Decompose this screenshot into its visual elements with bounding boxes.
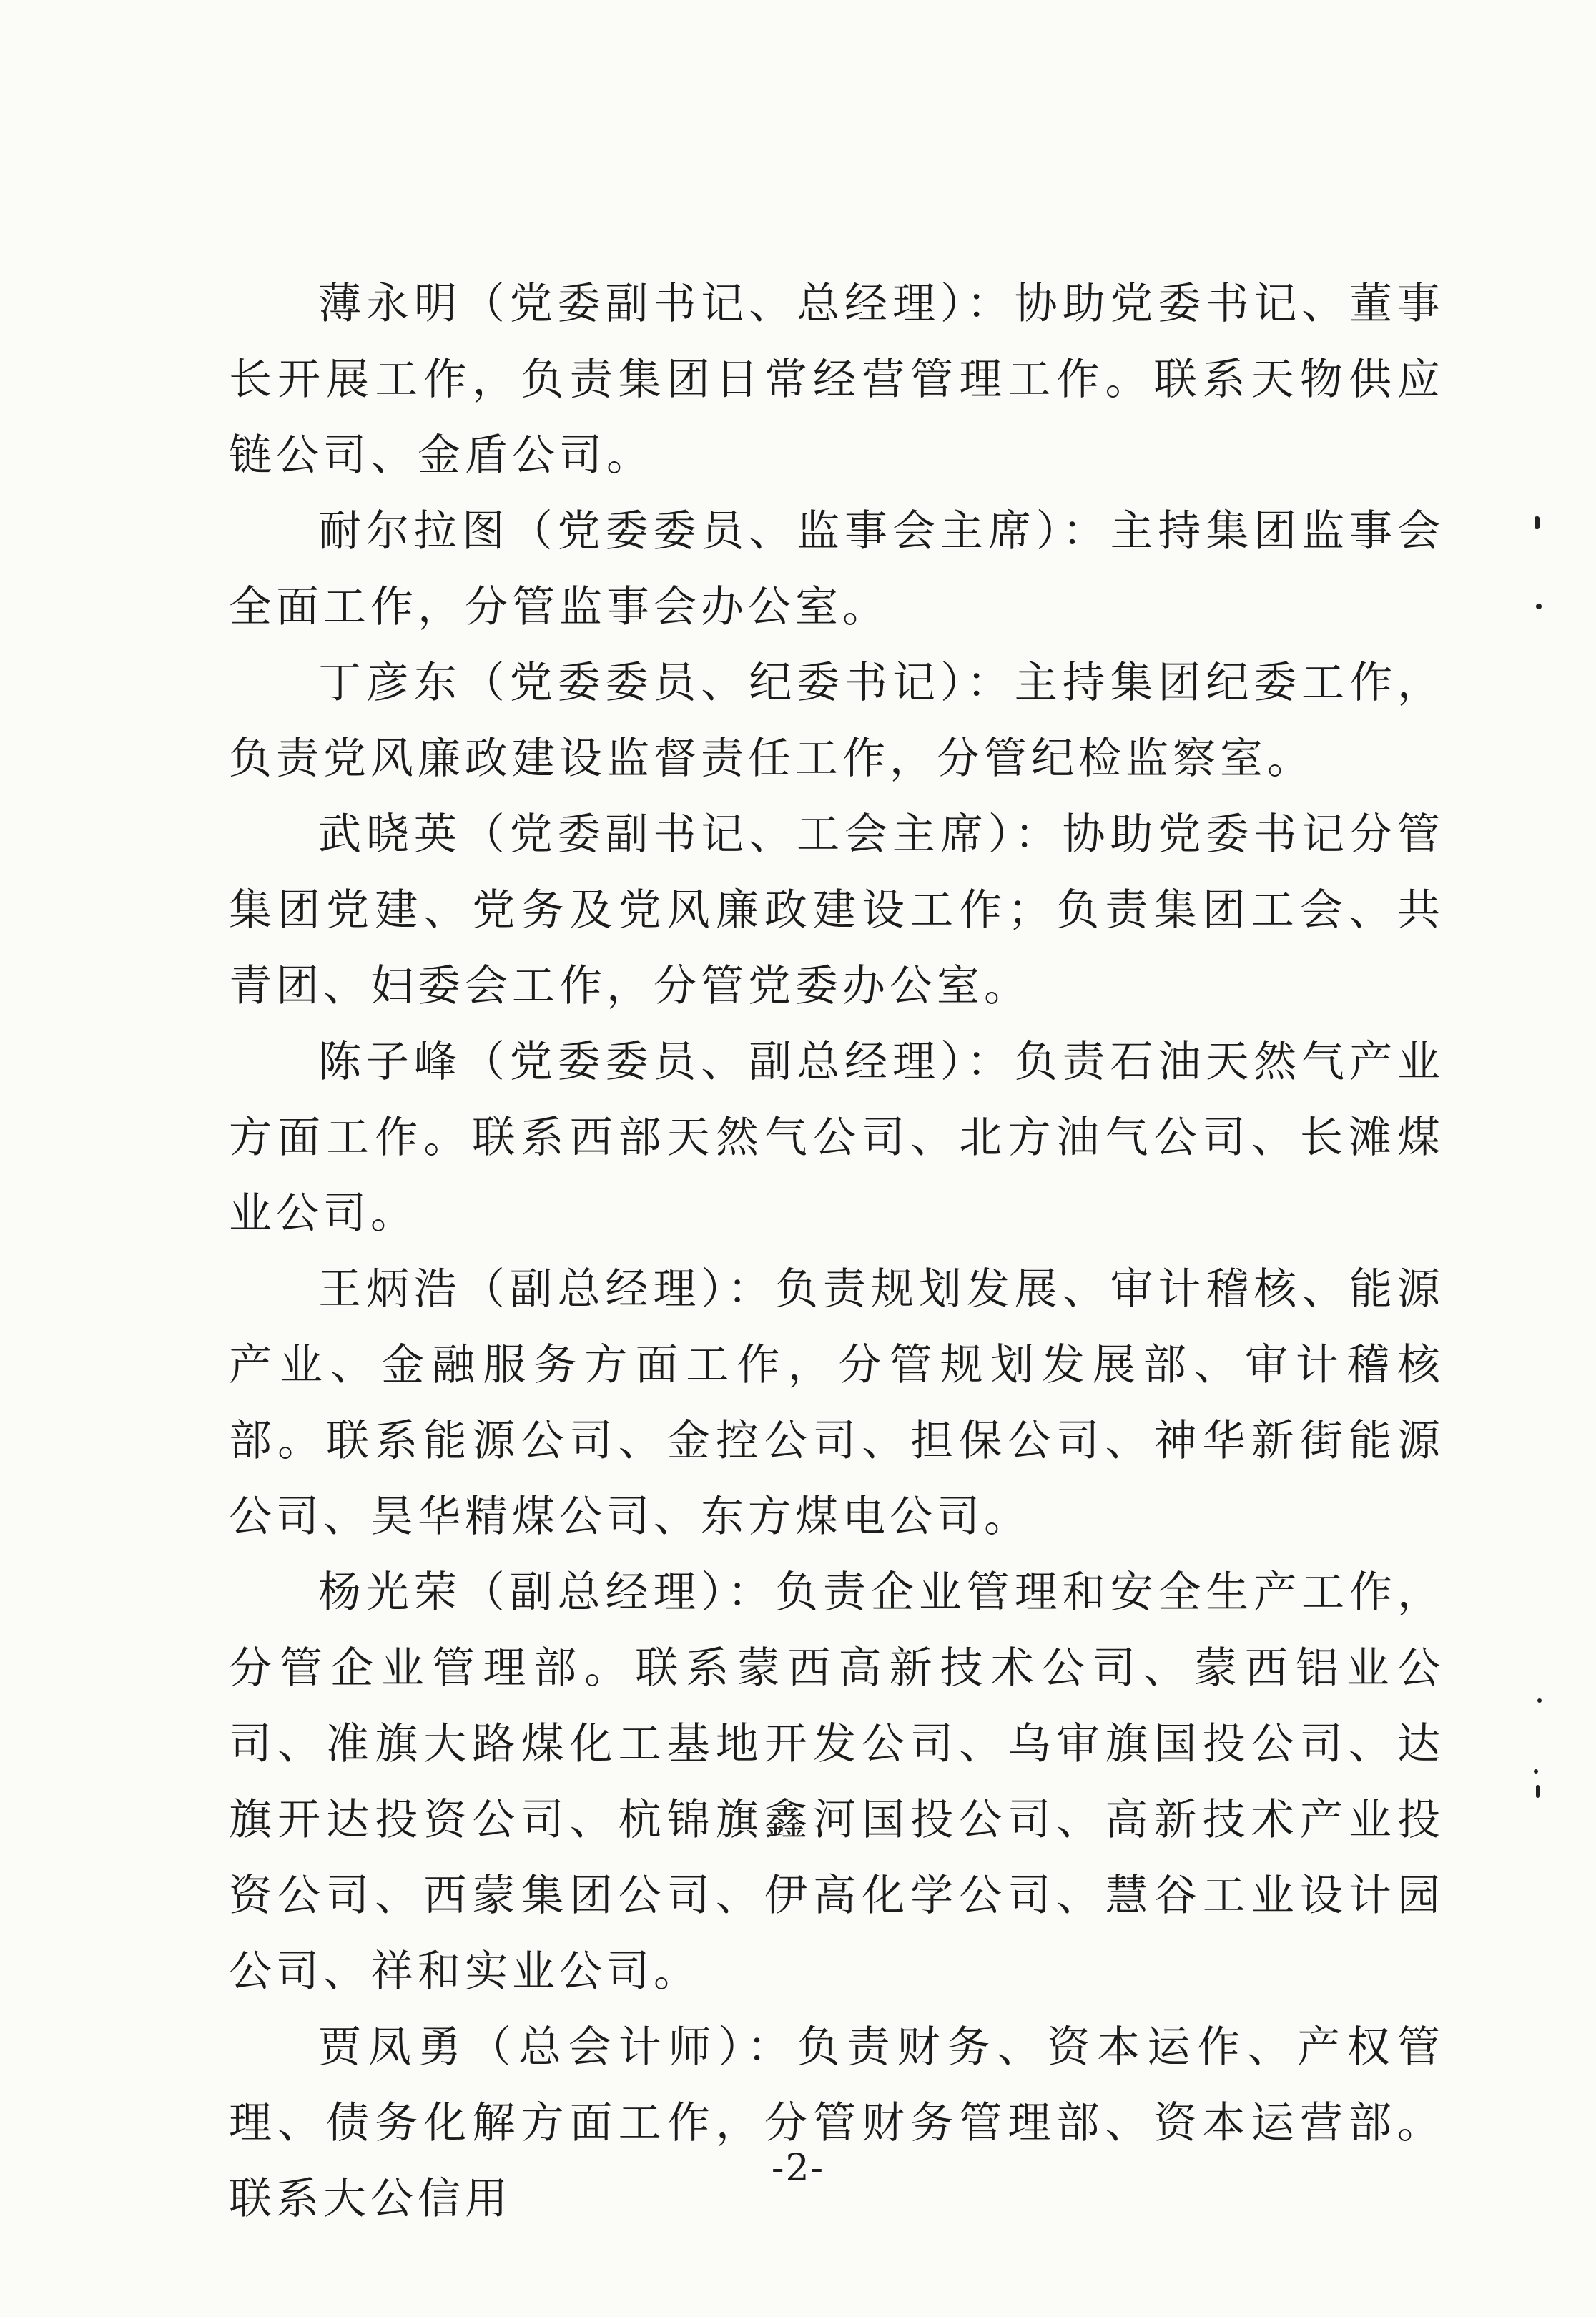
scan-artifact-mark xyxy=(1536,1785,1540,1798)
paragraph-chen-zifeng: 陈子峰（党委委员、副总经理）：负责石油天然气产业方面工作。联系西部天然气公司、北方油气公司、长滩煤业公司。 xyxy=(229,1037,1444,1239)
paragraph-jia-fengyong: 贾凤勇（总会计师）：负责财务、资本运作、产权管理、债务化解方面工作，分管财务管理部、资本运营部。联系大公信用 xyxy=(229,2022,1444,2224)
paragraph-bo-yongming: 薄永明（党委副书记、总经理）：协助党委书记、董事长开展工作，负责集团日常经营管理工作。联系天物供应链公司、金盾公司。 xyxy=(229,279,1444,481)
document-body xyxy=(229,266,1444,2237)
paragraph-wang-binghao: 王炳浩（副总经理）：负责规划发展、审计稽核、能源产业、金融服务方面工作，分管规划发展部、审计稽核部。联系能源公司、金控公司、担保公司、神华新街能源公司、昊华精煤公司、东方煤电公司。 xyxy=(229,1264,1444,1542)
scan-artifact-mark xyxy=(1535,516,1540,529)
scan-artifact-mark xyxy=(1536,604,1542,609)
paragraph-naier-latu: 耐尔拉图（党委委员、监事会主席）：主持集团监事会全面工作，分管监事会办公室。 xyxy=(229,506,1444,632)
scan-artifact-mark xyxy=(1534,1769,1538,1774)
paragraph-ding-yandong: 丁彦东（党委委员、纪委书记）：主持集团纪委工作，负责党风廉政建设监督责任工作，分管纪检监察室。 xyxy=(229,658,1444,784)
paragraph-yang-guangrong: 杨光荣（副总经理）：负责企业管理和安全生产工作，分管企业管理部。联系蒙西高新技术公司、蒙西铝业公司、准旗大路煤化工基地开发公司、乌审旗国投公司、达旗开达投资公司、杭锦旗鑫河国投公司、高新技术产业投资公司、西蒙集团公司、伊高化学公司、慧谷工业设计园公司、祥和实业公司。 xyxy=(229,1568,1444,1997)
paragraph-wu-xiaoying: 武晓英（党委副书记、工会主席）：协助党委书记分管集团党建、党务及党风廉政建设工作；负责集团工会、共青团、妇委会工作，分管党委办公室。 xyxy=(229,810,1444,1011)
scan-artifact-mark xyxy=(1537,1698,1542,1703)
page-number: -2- xyxy=(771,2147,825,2190)
